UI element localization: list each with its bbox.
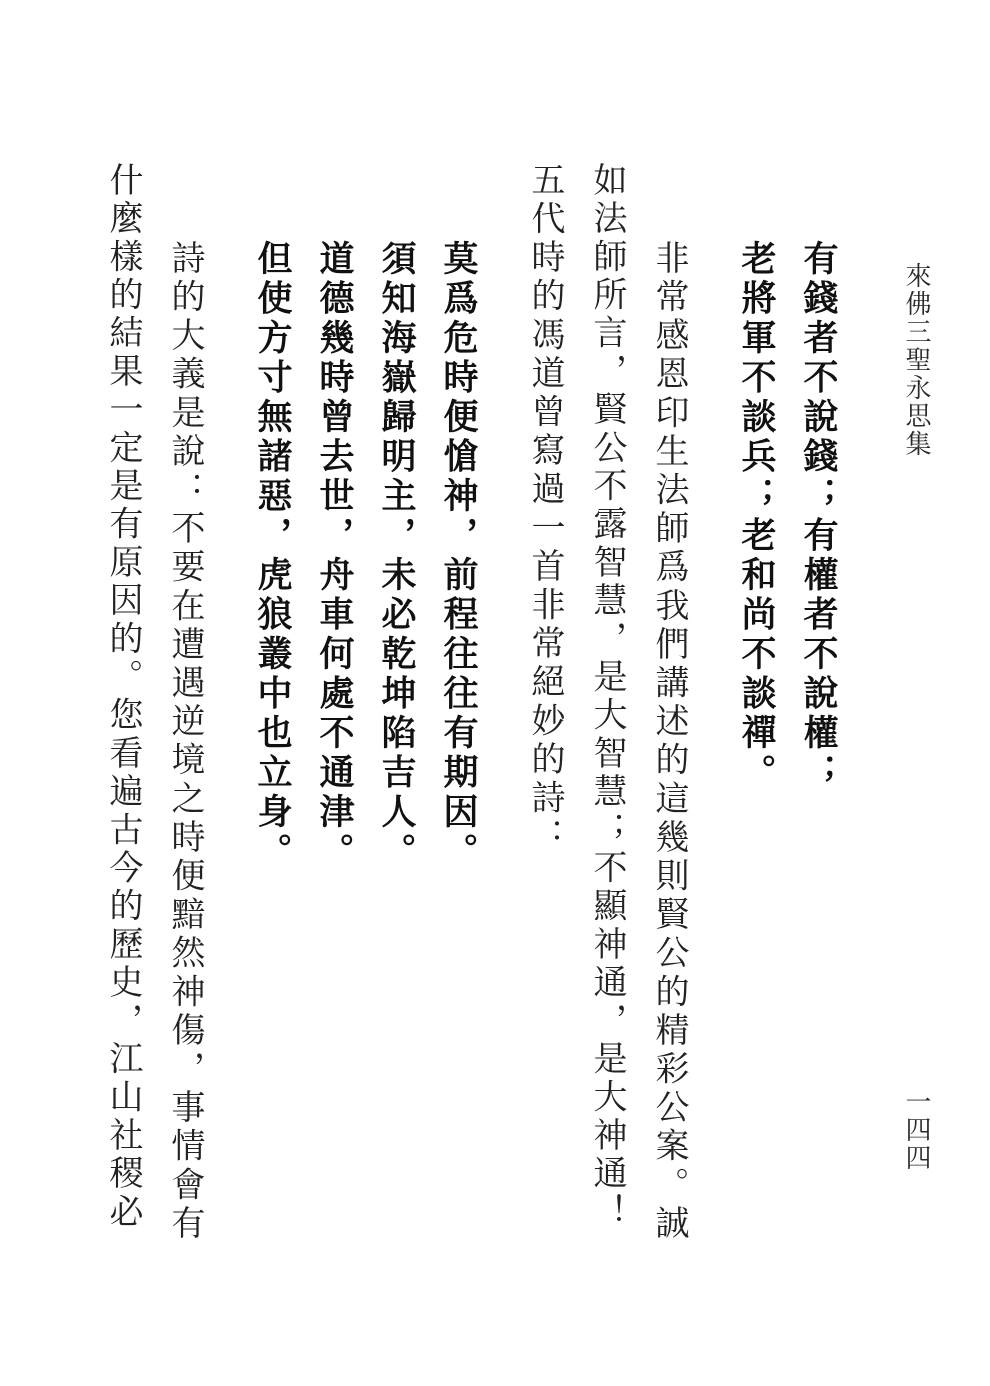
poem-line-3: 道德幾時曾去世，舟車何處不通津。 [314, 240, 354, 872]
paragraph-1-line-2: 如法師所言，賢公不露智慧，是大智慧；不顯神通，是大神通！ [587, 162, 627, 1232]
poem-line-2: 須知海嶽歸明主，未必乾坤陷吉人。 [376, 240, 416, 872]
poem-line-1: 莫爲危時便愴神，前程往往有期因。 [438, 240, 478, 872]
quote-line-2: 老將軍不談兵；老和尚不談禪。 [736, 240, 776, 793]
quote-line-1: 有錢者不說錢；有權者不說權； [798, 240, 838, 793]
page-number: 一四四 [901, 1088, 931, 1172]
paragraph-1-line-1: 非常感恩印生法師爲我們講述的這幾則賢公的精彩公案。誠 [649, 240, 689, 1244]
paragraph-2-line-1: 詩的大義是說：不要在遭遇逆境之時便黯然神傷，事情會有 [165, 240, 205, 1244]
running-header-book-title: 來佛三聖永思集 [901, 262, 931, 458]
paragraph-1-line-3: 五代時的馮道曾寫過一首非常絕妙的詩： [525, 162, 565, 857]
paragraph-2-line-2: 什麼樣的結果一定是有原因的。您看遍古今的歷史，江山社稷必 [103, 162, 143, 1232]
poem-line-4: 但使方寸無諸惡，虎狼叢中也立身。 [252, 240, 292, 872]
